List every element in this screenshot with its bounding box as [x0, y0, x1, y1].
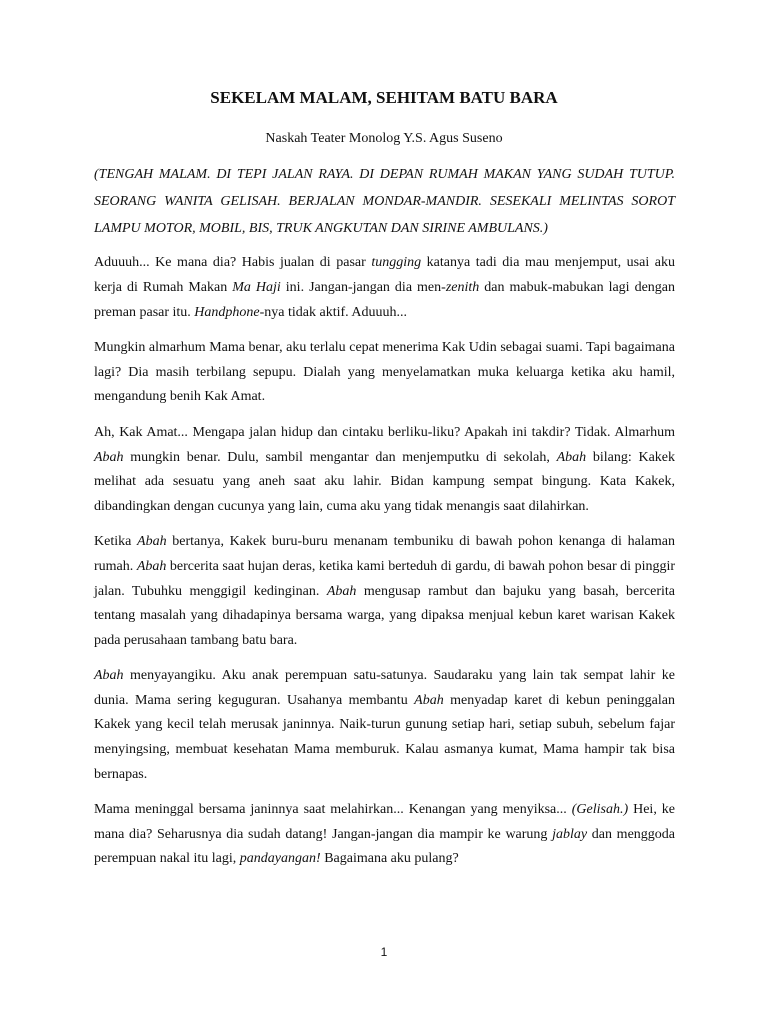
italic-text: zenith: [445, 279, 480, 295]
stage-direction: [94, 162, 675, 242]
text-run: Aduuuh... Ke mana dia? Habis jualan di pasar: [94, 255, 372, 271]
text-run: katanya tadi dia mau menjemput, usai aku kerja di Rumah Makan: [94, 255, 675, 295]
text-run: mungkin benar. Dulu, sambil mengantar dan menjemputku di sekolah,: [123, 449, 557, 465]
text-run: -nya tidak aktif. Aduuuh...: [259, 304, 407, 320]
text-run: ini. Jangan-jangan dia men-: [280, 279, 446, 295]
italic-text: Abah: [326, 583, 357, 599]
italic-text: Abah: [94, 668, 124, 684]
italic-text: Ma Haji: [232, 279, 281, 295]
text-run: Ketika: [94, 534, 138, 550]
italic-text: pandayangan!: [239, 851, 321, 867]
italic-text: jablay: [552, 826, 588, 842]
text-run: menyadap karet di kebun peninggalan Kakek yang kecil telah merusak janinnya. Naik-turun gunung setiap hari, setiap subuh, sebelum fajar menyingsing, membuat kesehatan Mama memburuk. Kalau asmanya kumat, Mama hampir tak bisa bernapas.: [94, 692, 675, 782]
monologue-paragraph: [94, 421, 675, 519]
text-run: menyayangiku. Aku anak perempuan satu-satunya. Saudaraku yang lain tak sempat lahir ke dunia. Mama sering keguguran. Usahanya membantu: [94, 668, 675, 708]
text-run: Mungkin almarhum Mama benar, aku terlalu cepat menerima Kak Udin sebagai suami. Tapi bagaimana lagi? Dia masih terbilang sepupu. Dialah yang menyelamatkan muka keluarga ketika aku hamil, mengandung benih Kak Amat.: [94, 340, 675, 405]
monologue-paragraph: [94, 530, 675, 653]
italic-text: Abah: [137, 534, 167, 550]
text-run: Ah, Kak Amat... Mengapa jalan hidup dan cintaku berliku-liku? Apakah ini takdir? Tidak. Almarhum: [94, 424, 675, 440]
document-body: [94, 162, 675, 883]
italic-text: Abah: [136, 558, 167, 574]
text-run: bercerita saat hujan deras, ketika kami berteduh di gardu, di bawah pohon besar di pinggir jalan. Tubuhku menggigil kedinginan.: [94, 558, 676, 599]
monologue-paragraph: [94, 798, 675, 872]
italic-text: (Gelisah.): [571, 802, 629, 818]
italic-text: tungging: [371, 255, 422, 271]
document-title: SEKELAM MALAM, SEHITAM BATU BARA: [210, 88, 558, 107]
text-run: dan menggoda perempuan nakal itu lagi,: [94, 826, 676, 867]
text-run: Bagaimana aku pulang?: [320, 851, 459, 867]
italic-text: Abah: [414, 692, 444, 708]
monologue-paragraph: [94, 664, 675, 787]
italic-text: Abah: [556, 449, 587, 465]
text-run: Hei, ke mana dia? Seharusnya dia sudah datang! Jangan-jangan dia mampir ke warung: [94, 802, 675, 842]
monologue-paragraph: [94, 336, 675, 410]
text-run: bilang: Kakek melihat ada sesuatu yang aneh saat aku lahir. Bidan kampung sempat bingung. Kata Kakek, dibandingkan dengan cucunya yang lain, cuma aku yang tidak menangis saat dilahirkan.: [94, 449, 675, 514]
text-run: bertanya, Kakek buru-buru menanam tembuniku di bawah pohon kenanga di halaman rumah.: [94, 534, 675, 574]
italic-text: Handphone: [194, 304, 260, 320]
page-number: 1: [380, 945, 388, 959]
italic-text: Abah: [94, 449, 124, 465]
document-subtitle: Naskah Teater Monolog Y.S. Agus Suseno: [265, 131, 503, 146]
text-run: dan mabuk-mabukan lagi dengan preman pasar itu.: [94, 279, 676, 320]
text-run: mengusap rambut dan bajuku yang basah, bercerita tentang masalah yang dihadapinya bersama warga, yang dipaksa menjual kebun karet warisan Kakek pada perusahaan tambang batu bara.: [94, 583, 675, 648]
text-run: (TENGAH MALAM. DI TEPI JALAN RAYA. DI DEPAN RUMAH MAKAN YANG SUDAH TUTUP. SEORANG WANITA GELISAH. BERJALAN MONDAR-MANDIR. SESEKALI MELINTAS SOROT LAMPU MOTOR, MOBIL, BIS, TRUK ANGKUTAN DAN SIRINE AMBULANS.): [94, 167, 675, 236]
monologue-paragraph: [94, 251, 675, 325]
text-run: Mama meninggal bersama janinnya saat melahirkan... Kenangan yang menyiksa...: [94, 802, 572, 818]
